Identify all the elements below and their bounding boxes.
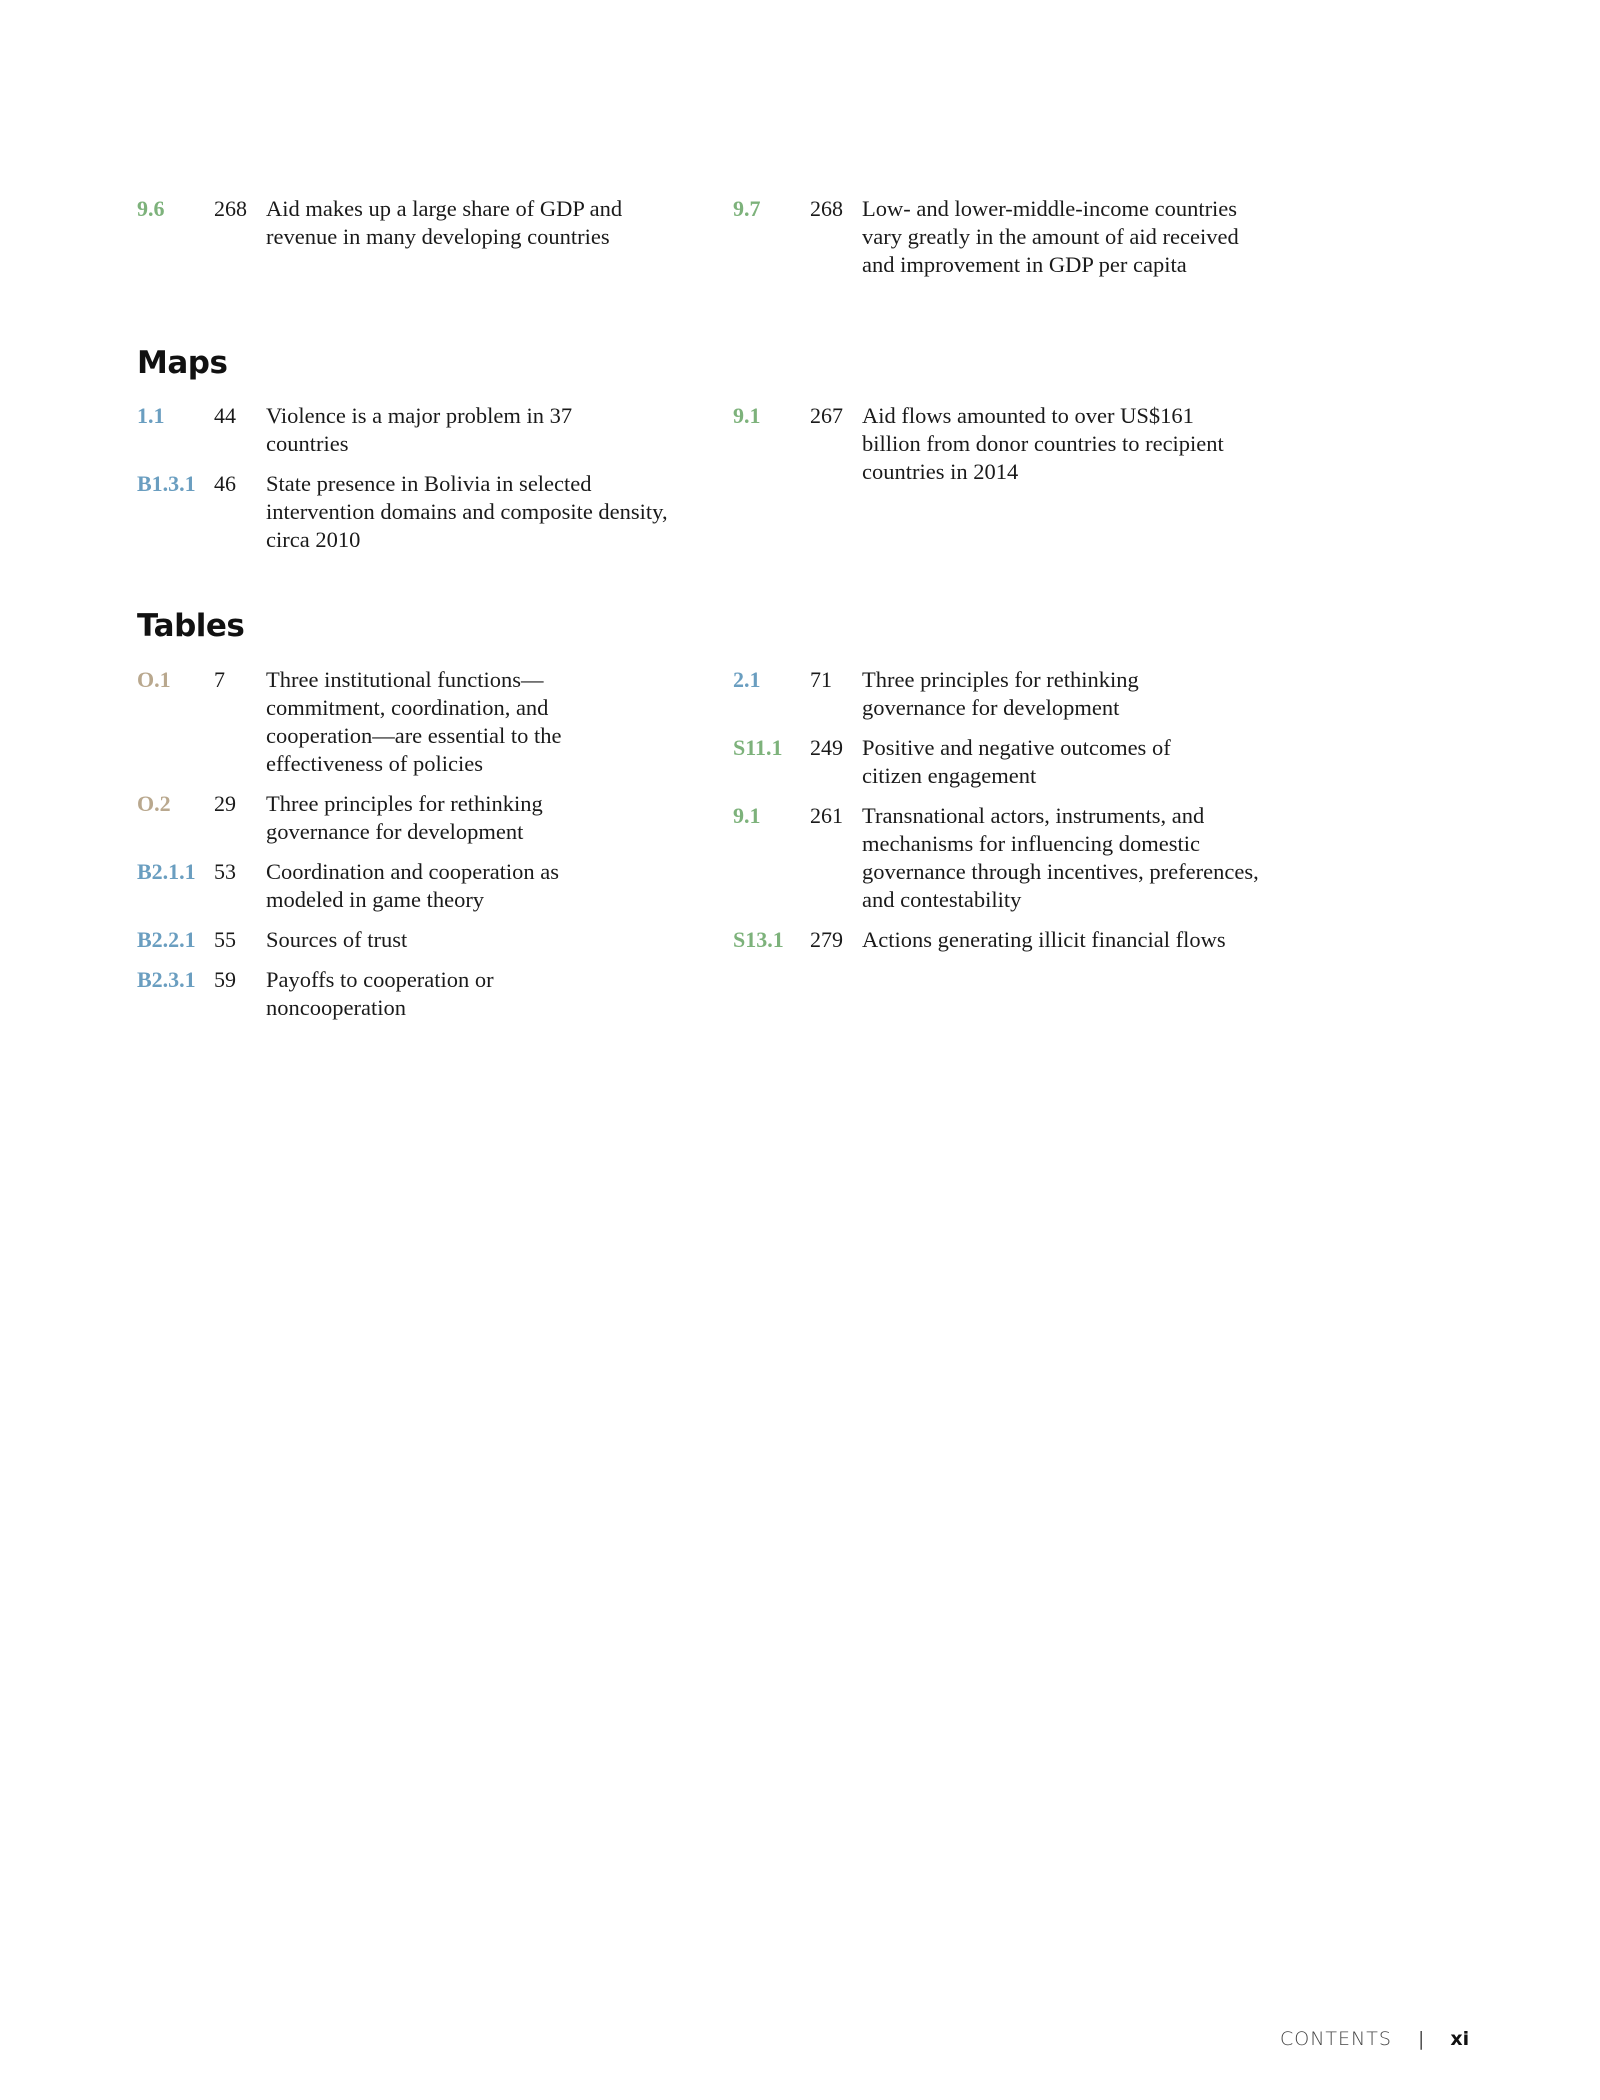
figures-left-column bbox=[137, 195, 697, 263]
entry-page: 279 bbox=[810, 927, 843, 952]
entry-title: Three institutional functions—commitment, coordination, and cooperation—are essential to the effectiveness of policies bbox=[266, 667, 562, 776]
entry-title: Actions generating illicit financial flows bbox=[862, 927, 1226, 952]
entry-title: Three principles for rethinking governance for development bbox=[862, 667, 1139, 720]
toc-entry[interactable] bbox=[733, 734, 1293, 790]
entry-title: Violence is a major problem in 37 countries bbox=[266, 403, 573, 456]
toc-entry[interactable] bbox=[137, 790, 657, 846]
toc-entry[interactable] bbox=[733, 195, 1273, 279]
entry-page: 59 bbox=[214, 967, 236, 992]
entry-page: 268 bbox=[214, 196, 247, 221]
toc-entry[interactable] bbox=[733, 802, 1293, 914]
entry-label: B1.3.1 bbox=[137, 471, 196, 496]
toc-entry[interactable] bbox=[733, 402, 1253, 486]
entry-page: 71 bbox=[810, 667, 832, 692]
entry-title: Three principles for rethinking governance for development bbox=[266, 791, 543, 844]
entry-label: 1.1 bbox=[137, 403, 165, 428]
entry-label: S13.1 bbox=[733, 927, 784, 952]
entry-label: 9.1 bbox=[733, 803, 761, 828]
entry-title: Sources of trust bbox=[266, 927, 408, 952]
entry-label: 9.1 bbox=[733, 403, 761, 428]
toc-entry[interactable] bbox=[733, 926, 1293, 954]
entry-title: Positive and negative outcomes of citizen engagement bbox=[862, 735, 1171, 788]
toc-entry[interactable] bbox=[137, 858, 657, 914]
entry-label: 2.1 bbox=[733, 667, 761, 692]
entry-title: Payoffs to cooperation or noncooperation bbox=[266, 967, 494, 1020]
entry-label: B2.1.1 bbox=[137, 859, 196, 884]
maps-right-column bbox=[733, 402, 1253, 498]
section-heading-maps: Maps bbox=[137, 345, 228, 381]
toc-entry[interactable] bbox=[137, 666, 657, 778]
entry-page: 268 bbox=[810, 196, 843, 221]
entry-title: Aid flows amounted to over US$161 billion from donor countries to recipient countries in 2014 bbox=[862, 403, 1224, 484]
toc-entry[interactable] bbox=[733, 666, 1293, 722]
entry-label: O.1 bbox=[137, 667, 171, 692]
figures-right-column bbox=[733, 195, 1273, 291]
footer-separator: | bbox=[1417, 2028, 1425, 2050]
entry-page: 53 bbox=[214, 859, 236, 884]
entry-label: 9.6 bbox=[137, 196, 165, 221]
footer-page-number: xi bbox=[1450, 2028, 1470, 2050]
entry-title: State presence in Bolivia in selected intervention domains and composite density, circa 2010 bbox=[266, 471, 668, 552]
entry-label: B2.2.1 bbox=[137, 927, 196, 952]
entry-label: B2.3.1 bbox=[137, 967, 196, 992]
toc-entry[interactable] bbox=[137, 402, 677, 458]
entry-label: O.2 bbox=[137, 791, 171, 816]
entry-page: 261 bbox=[810, 803, 843, 828]
toc-entry[interactable] bbox=[137, 470, 677, 554]
tables-left-column bbox=[137, 666, 657, 1034]
entry-page: 46 bbox=[214, 471, 236, 496]
tables-right-column bbox=[733, 666, 1293, 966]
maps-left-column bbox=[137, 402, 677, 566]
entry-label: S11.1 bbox=[733, 735, 783, 760]
section-heading-tables: Tables bbox=[137, 608, 245, 644]
entry-title: Aid makes up a large share of GDP and revenue in many developing countries bbox=[266, 196, 623, 249]
entry-page: 29 bbox=[214, 791, 236, 816]
entry-page: 7 bbox=[214, 667, 225, 692]
entry-title: Transnational actors, instruments, and mechanisms for influencing domestic governance through incentives, preferences, and contestability bbox=[862, 803, 1259, 912]
entry-title: Low- and lower-middle-income countries vary greatly in the amount of aid received and improvement in GDP per capita bbox=[862, 196, 1239, 277]
entry-page: 267 bbox=[810, 403, 843, 428]
entry-title: Coordination and cooperation as modeled in game theory bbox=[266, 859, 560, 912]
footer-section-label: CONTENTS bbox=[1280, 2028, 1392, 2050]
toc-entry[interactable] bbox=[137, 195, 697, 251]
entry-page: 55 bbox=[214, 927, 236, 952]
entry-page: 44 bbox=[214, 403, 236, 428]
entry-page: 249 bbox=[810, 735, 843, 760]
page-footer bbox=[1280, 2028, 1469, 2050]
toc-entry[interactable] bbox=[137, 926, 657, 954]
entry-label: 9.7 bbox=[733, 196, 761, 221]
toc-entry[interactable] bbox=[137, 966, 657, 1022]
